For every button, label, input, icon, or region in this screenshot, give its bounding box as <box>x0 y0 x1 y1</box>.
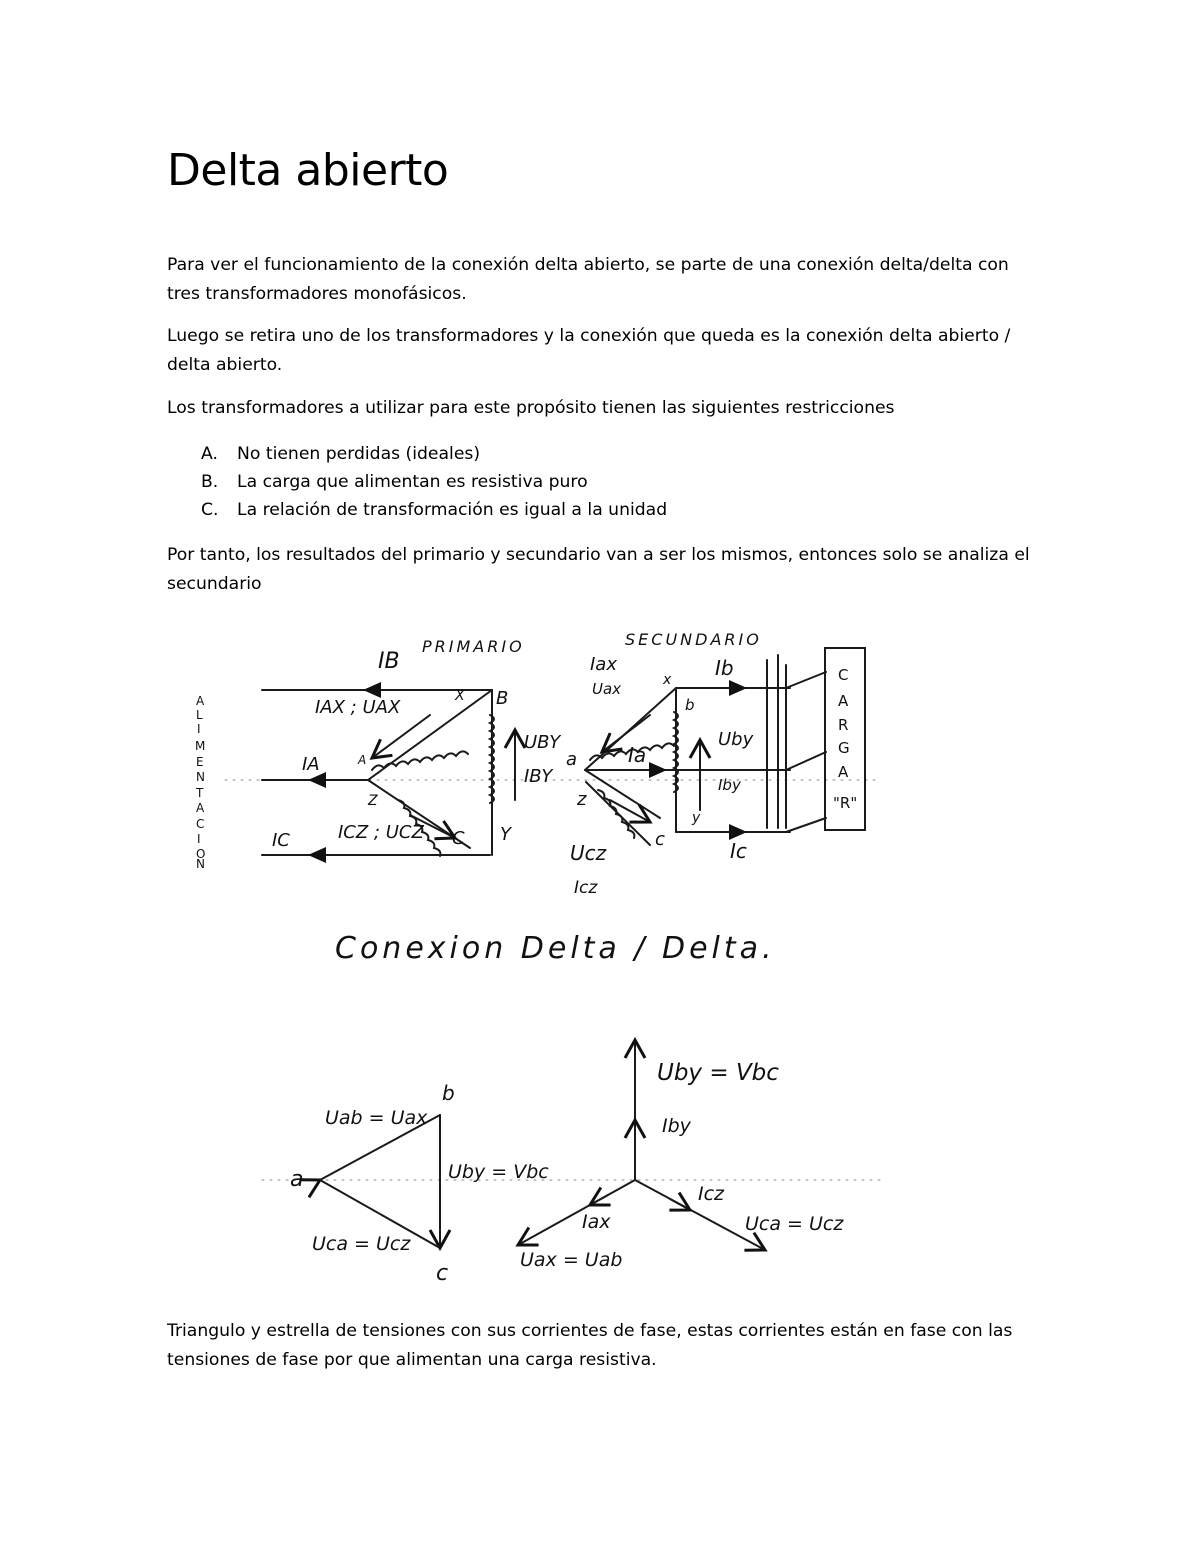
list-item: B. La carga que alimentan es resistiva puro <box>201 472 588 492</box>
paragraph-retire: Luego se retira uno de los transformadores y la conexión que queda es la conexión delta abierto / delta abierto. <box>167 326 1011 375</box>
label-node-c-primary: C <box>452 828 465 849</box>
svg-text:M: M <box>195 739 206 753</box>
svg-text:I: I <box>197 722 201 736</box>
label-ic-primary: IC <box>272 830 290 851</box>
label-star-icz: Icz <box>698 1183 725 1205</box>
label-tri-c: c <box>436 1261 449 1286</box>
label-tri-b: b <box>442 1081 455 1105</box>
svg-text:"R": "R" <box>833 794 858 812</box>
label-ia-secondary: Ia <box>628 743 647 767</box>
label-tri-uab: Uab = Uax <box>325 1107 428 1129</box>
label-iby-secondary: Iby <box>718 776 741 794</box>
label-iax-secondary: Iax <box>590 654 617 675</box>
label-star-iax: Iax <box>582 1211 611 1233</box>
list-item: C. La relación de transformación es igual a la unidad <box>201 500 668 520</box>
label-uby-primary: UBY <box>524 732 561 753</box>
svg-text:R: R <box>838 716 849 734</box>
label-alimentacion <box>195 694 205 871</box>
label-iby-primary: IBY <box>524 766 553 787</box>
svg-text:A: A <box>196 801 205 815</box>
label-node-z-primary: Z <box>368 793 378 809</box>
label-ucz-secondary: Ucz <box>570 841 607 865</box>
label-icz-secondary: Icz <box>574 878 598 898</box>
label-node-b-secondary: b <box>685 696 695 714</box>
label-node-c-secondary: c <box>655 829 665 850</box>
label-node-z-secondary: z <box>577 789 587 810</box>
label-ia-primary: IA <box>302 754 320 775</box>
svg-text:E: E <box>196 755 204 769</box>
label-secundario: SECUNDARIO <box>625 630 762 649</box>
paragraph-intro: Para ver el funcionamiento de la conexión delta abierto, se parte de una conexión delta/delta con tres transformadores monofásicos. <box>167 255 1009 304</box>
svg-text:L: L <box>196 708 203 722</box>
label-node-b-primary: B <box>496 688 509 709</box>
label-ic-secondary: Ic <box>730 839 747 863</box>
svg-text:T: T <box>196 786 204 800</box>
label-ib-secondary: Ib <box>715 656 734 680</box>
list-item: A. No tienen perdidas (ideales) <box>201 444 481 464</box>
label-star-uax: Uax = Uab <box>520 1249 623 1271</box>
page-title: Delta abierto <box>167 145 449 196</box>
svg-text:N: N <box>196 857 205 871</box>
svg-text:C: C <box>196 817 205 831</box>
label-node-x-secondary: x <box>663 672 672 688</box>
label-primario: PRIMARIO <box>422 637 525 656</box>
svg-text:A: A <box>196 694 205 708</box>
label-iax-uax-primary: IAX ; UAX <box>315 697 401 718</box>
svg-text:I: I <box>197 832 201 846</box>
paragraph-restrictions-intro: Los transformadores a utilizar para este propósito tienen las siguientes restricciones <box>167 398 895 418</box>
label-star-uca: Uca = Ucz <box>745 1213 844 1235</box>
label-tri-uca: Uca = Ucz <box>312 1233 411 1255</box>
label-node-a-secondary: a <box>566 749 578 770</box>
label-carga <box>833 666 857 812</box>
label-uby-secondary: Uby <box>718 729 754 750</box>
label-node-y-primary: Y <box>500 824 511 845</box>
svg-text:A: A <box>838 763 849 781</box>
label-icz-ucz-primary: ICZ ; UCZ <box>338 822 424 843</box>
paragraph-conclusion: Por tanto, los resultados del primario y secundario van a ser los mismos, entonces solo se analiza el secundario <box>167 545 1030 594</box>
figure1-caption: Conexion Delta / Delta. <box>335 931 776 966</box>
svg-text:C: C <box>838 666 849 684</box>
paragraph-closing: Triangulo y estrella de tensiones con sus corrientes de fase, estas corrientes están en fase con las tensiones de fase por que alimentan una carga resistiva. <box>167 1321 1013 1370</box>
label-node-x-primary: X <box>455 688 465 704</box>
label-ib-primary: IB <box>378 649 400 674</box>
label-uax-secondary: Uax <box>592 680 622 698</box>
label-tri-uby: Uby = Vbc <box>448 1161 549 1183</box>
svg-text:N: N <box>196 770 205 784</box>
svg-text:O: O <box>196 847 206 861</box>
label-node-a-primary: A <box>358 753 367 767</box>
label-tri-a: a <box>290 1167 304 1192</box>
label-node-y-secondary: y <box>692 810 701 826</box>
svg-text:G: G <box>838 739 850 757</box>
label-star-iby: Iby <box>662 1115 691 1137</box>
svg-text:A: A <box>838 692 849 710</box>
label-star-uby: Uby = Vbc <box>657 1060 779 1086</box>
